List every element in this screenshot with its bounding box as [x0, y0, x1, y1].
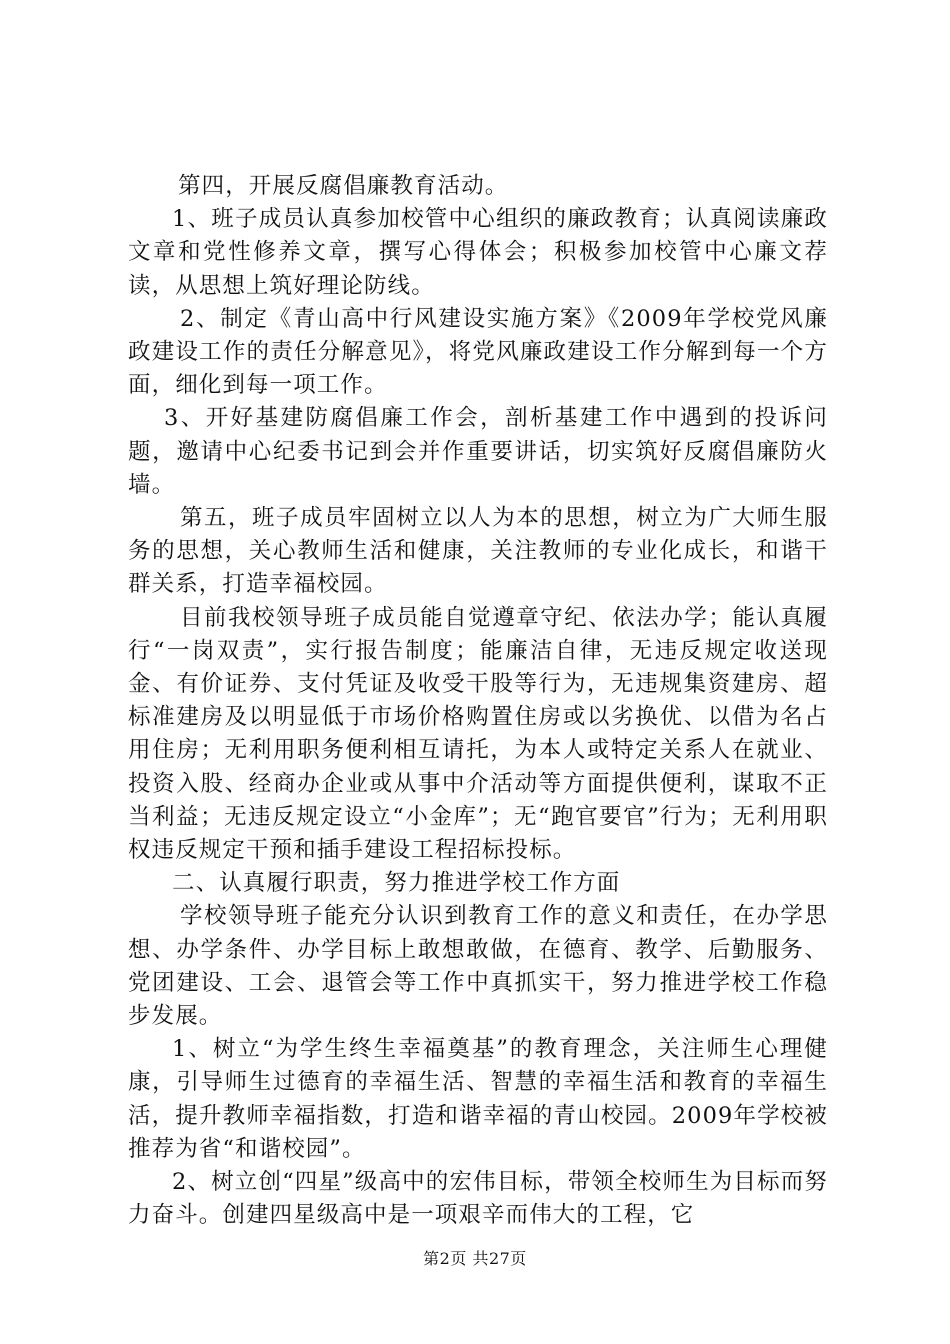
paragraph-item-1: 1、班子成员认真参加校管中心组织的廉政教育；认真阅读廉政文章和党性修养文章，撰写心得体会；积极参加校管中心廉文荐读，从思想上筑好理论防线。: [128, 206, 828, 299]
document-body: [128, 170, 828, 1233]
paragraph-current-status: 目前我校领导班子成员能自觉遵章守纪、依法办学；能认真履行“一岗双责”，实行报告制度；能廉洁自律，无违反规定收送现金、有价证券、支付凭证及收受干股等行为，无违规集资建房、超标准建房及以明显低于市场价格购置住房或以劣换优、以借为名占用住房；无利用职务便利相互请托，为本人或特定关系人在就业、投资入股、经商办企业或从事中介活动等方面提供便利，谋取不正当利益；无违反规定设立“小金库”；无“跑官要官”行为；无利用职权违反规定干预和插手建设工程招标投标。: [128, 604, 828, 864]
paragraph-section-five: 第五，班子成员牢固树立以人为本的思想，树立为广大师生服务的思想，关心教师生活和健康，关注教师的专业化成长，和谐干群关系，打造幸福校园。: [128, 505, 828, 598]
paragraph-part-two-item-1: 1、树立“为学生终生幸福奠基”的教育理念，关注师生心理健康，引导师生过德育的幸福生活、智慧的幸福生活和教育的幸福生活，提升教师幸福指数，打造和谐幸福的青山校园。2009年学校被推荐为省“和谐校园”。: [128, 1036, 828, 1162]
paragraph-part-two-heading: 二、认真履行职责，努力推进学校工作方面: [172, 870, 621, 897]
paragraph-leadership-awareness: 学校领导班子能充分认识到教育工作的意义和责任，在办学思想、办学条件、办学目标上敢想敢做，在德育、教学、后勤服务、党团建设、工会、退管会等工作中真抓实干，努力推进学校工作稳步发展。: [128, 903, 828, 1030]
paragraph-item-3: 3、开好基建防腐倡廉工作会，剖析基建工作中遇到的投诉问题，邀请中心纪委书记到会并作重要讲话，切实筑好反腐倡廉防火墙。: [128, 405, 828, 498]
paragraph-section-four-heading: 第四，开展反腐倡廉教育活动。: [178, 173, 509, 199]
page-number-footer: 第2页 共27页: [423, 1249, 527, 1268]
paragraph-part-two-item-2: 2、树立创“四星”级高中的宏伟目标，带领全校师生为目标而努力奋斗。创建四星级高中是一项艰辛而伟大的工程，它: [128, 1169, 828, 1229]
paragraph-item-2: 2、制定《青山高中行风建设实施方案》《2009年学校党风廉政建设工作的责任分解意见》，将党风廉政建设工作分解到每一个方面，细化到每一项工作。: [128, 305, 828, 399]
